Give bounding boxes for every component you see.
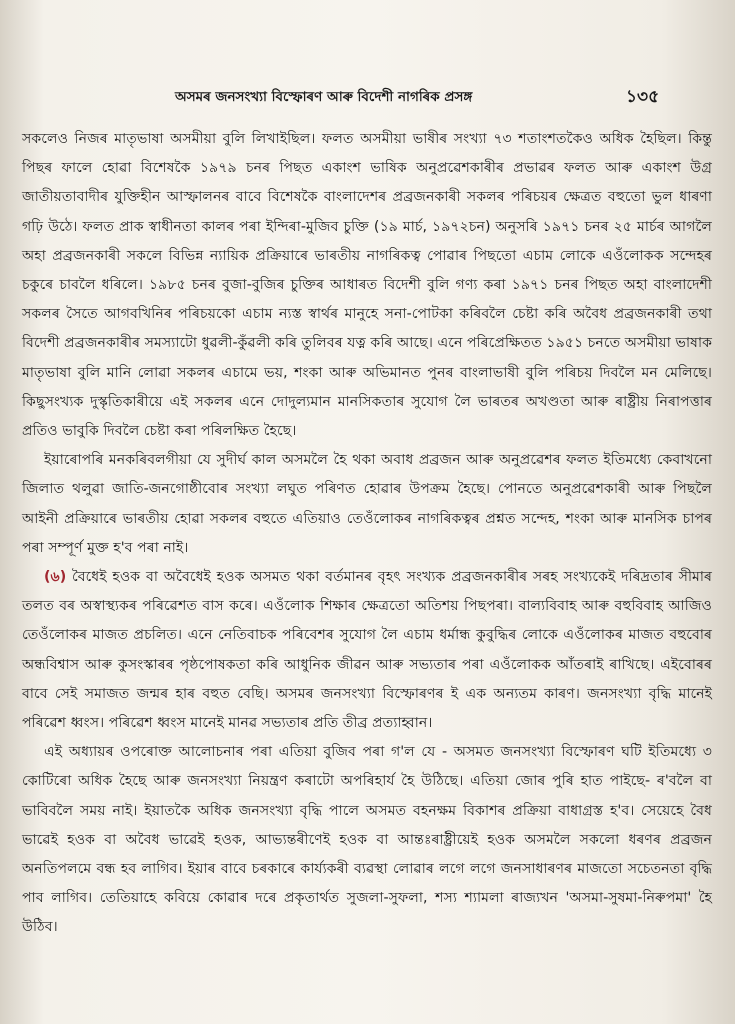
running-header: অসমৰ জনসংখ্যা বিস্ফোৰণ আৰু বিদেশী নাগৰিক প্ৰসঙ্গ — [175, 89, 473, 105]
paragraph-3-text: বৈধেই হওক বা অবৈধেই হওক অসমত থকা বৰ্তমানৰ বৃহৎ সংখ্যক প্ৰব্ৰজনকাৰীৰ সৰহ সংখ্যকেই দৰিদ্ৰতাৰ সীমাৰ তলত বৰ অস্বাস্থ্যকৰ পৰিৱেশত বাস কৰে। এওঁলোক শিক্ষাৰ ক্ষেত্ৰতো অতিশয় পিছপৰা। বাল্যবিবাহ আৰু বহুবিবাহ আজিও তেওঁলোকৰ মাজত প্ৰচলিত। এনে নেতিবাচক পৰিবেশৰ সুযোগ লৈ এচাম ধৰ্মান্ধ কুবুদ্ধিৰ লোকে এওঁলোকৰ মাজত বহুবোৰ অন্ধবিশ্বাস আৰু কুসংস্কাৰৰ পৃষ্ঠপোষকতা কৰি আধুনিক জীৱন আৰু সভ্যতাৰ পৰা এওঁলোকক আঁতৰাই ৰাখিছে। এইবোৰৰ বাবে সেই সমাজত জন্মৰ হাৰ বহুত বেছি। অসমৰ জনসংখ্যা বিস্ফোৰণৰ ই এক অন্যতম কাৰণ। জনসংখ্যা বৃদ্ধি মানেই পৰিৱেশ ধ্বংস। পৰিৱেশ ধ্বংস মানেই মানৱ সভ্যতাৰ প্ৰতি তীব্ৰ প্ৰত্যাহ্বান। — [22, 569, 712, 732]
point-marker: (৬) — [44, 569, 67, 586]
paragraph-3 — [22, 563, 712, 738]
paragraph-1: সকলেও নিজৰ মাতৃভাষা অসমীয়া বুলি লিখাইছিল। ফলত অসমীয়া ভাষীৰ সংখ্যা ৭৩ শতাংশতকৈও অধিক হৈছিল। কিন্তু পিছৰ ফালে হোৱা বিশেষকৈ ১৯৭৯ চনৰ পিছত একাংশ ভাষিক অনুপ্ৰৱেশকাৰীৰ প্ৰভাৱৰ ফলত আৰু একাংশ উগ্ৰ জাতীয়তাবাদীৰ যুক্তিহীন আস্ফালনৰ বাবে বিশেষকৈ বাংলাদেশৰ প্ৰব্ৰজনকাৰী সকলৰ পৰিচয়ৰ ক্ষেত্ৰত বহুতো ভুল ধাৰণা গঢ়ি উঠে। ফলত প্ৰাক স্বাধীনতা কালৰ পৰা ইন্দিৰা-মুজিব চুক্তি (১৯ মাৰ্চ, ১৯৭২চন) অনুসৰি ১৯৭১ চনৰ ২৫ মাৰ্চৰ আগলৈ অহা প্ৰব্ৰজনকাৰী সকলে বিভিন্ন ন্যায়িক প্ৰক্ৰিয়াৰে ভাৰতীয় নাগৰিকত্ব পোৱাৰ পিছতো এচাম লোকে এওঁলোকক সন্দেহৰ চকুৰে চাবলৈ ধৰিলে। ১৯৮৫ চনৰ বুজা-বুজিৰ চুক্তিৰ আধাৰত বিদেশী বুলি গণ্য কৰা ১৯৭১ চনৰ পিছত অহা বাংলাদেশী সকলৰ সৈতে আগবখিনিৰ পৰিচয়কো এচাম ন্যস্ত স্বাৰ্থৰ মানুহে সনা-পোটকা কৰিবলৈ চেষ্টা কৰি অবৈধ প্ৰব্ৰজনকাৰী তথা বিদেশী প্ৰব্ৰজনকাৰীৰ সমস্যাটো ধুৱলী-কুঁৱলী কৰি তুলিবৰ যত্ন কৰি আছে। এনে পৰিপ্ৰেক্ষিতত ১৯৫১ চনতে অসমীয়া ভাষাক মাতৃভাষা বুলি মানি লোৱা সকলৰ এচামে ভয়, শংকা আৰু অভিমানত পুনৰ বাংলাভাষী বুলি পৰিচয় দিবলৈ মন মেলিছে। কিছুসংখ্যক দুস্কৃতিকাৰীয়ে এই সকলৰ এনে দোদুল্যমান মানসিকতাৰ সুযোগ লৈ ভাৰতৰ অখণ্ডতা আৰু ৰাষ্ট্ৰীয় নিৰাপত্তাৰ প্ৰতিও ভাবুকি দিবলৈ চেষ্টা কৰা পৰিলক্ষিত হৈছে। — [22, 131, 712, 440]
paragraph-4: এই অধ্যায়ৰ ওপৰোক্ত আলোচনাৰ পৰা এতিয়া বুজিব পৰা গ'ল যে - অসমত জনসংখ্যা বিস্ফোৰণ ঘটি ইতিমধ্যে ৩ কোটিৰো অধিক হৈছে আৰু জনসংখ্যা নিয়ন্ত্ৰণ কৰাটো অপৰিহাৰ্য হৈ উঠিছে। এতিয়া জোৰ পুৰি হাত পাইছে- ৰ'বলৈ বা ভাবিবলৈ সময় নাই। ইয়াতকৈ অধিক জনসংখ্যা বৃদ্ধি পালে অসমত বহনক্ষম বিকাশৰ প্ৰক্ৰিয়া বাধাগ্ৰস্ত হ'ব। সেয়েহে বৈধ ভাৱেই হওক বা অবৈধ ভাৱেই হওক, আভ্যন্তৰীণেই হওক বা আন্তঃৰাষ্ট্ৰীয়েই হওক অসমলৈ সকলো ধৰণৰ প্ৰব্ৰজন অনতিপলমে বন্ধ হব লাগিব। ইয়াৰ বাবে চৰকাৰে কাৰ্য্যকৰী ব্যৱস্থা লোৱাৰ লগে লগে জনসাধাৰণৰ মাজতো সচেতনতা বৃদ্ধি পাব লাগিব। তেতিয়াহে কবিয়ে কোৱাৰ দৰে প্ৰকৃতাৰ্থত সুজলা-সুফলা, শস্য শ্যামলা ৰাজ্যখন 'অসমা-সুষমা-নিৰুপমা' হৈ উঠিব। — [22, 744, 712, 936]
body-text — [22, 125, 712, 943]
paragraph-2: ইয়াৰোপৰি মনকৰিবলগীয়া যে সুদীৰ্ঘ কাল অসমলৈ হৈ থকা অবাধ প্ৰব্ৰজন আৰু অনুপ্ৰৱেশৰ ফলত ইতিমধ্যে কেবাখনো জিলাত থলুৱা জাতি-জনগোষ্ঠীবোৰ সংখ্যা লঘুত পৰিণত হোৱাৰ উপক্ৰম হৈছে। পোনতে অনুপ্ৰৱেশকাৰী আৰু পিছলৈ আইনী প্ৰক্ৰিয়াৰে ভাৰতীয় হোৱা সকলৰ বহুতে এতিয়াও তেওঁলোকৰ নাগৰিকত্বৰ প্ৰশ্নত সন্দেহ, শংকা আৰু মানসিক চাপৰ পৰা সম্পূৰ্ণ মুক্ত হ'ব পৰা নাই। — [22, 452, 712, 556]
page-number: ১৩৫ — [626, 87, 660, 107]
